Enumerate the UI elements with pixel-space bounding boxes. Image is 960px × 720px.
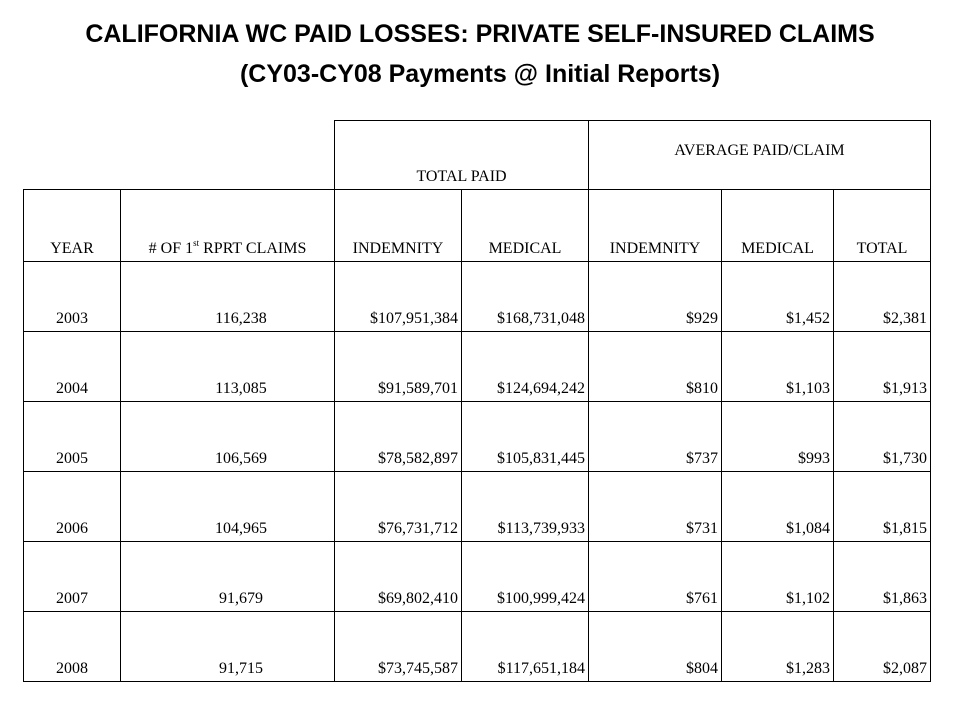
table-row [24,262,931,332]
paid-losses-table [23,120,931,682]
medical-cell: $117,651,184 [462,612,589,682]
table-row [24,542,931,612]
avg-total-cell: $2,087 [834,612,931,682]
avg-total-header: TOTAL [834,190,931,262]
medical-cell: $113,739,933 [462,472,589,542]
avg-medical-cell: $1,103 [722,332,834,402]
avg-indemnity-cell: $929 [589,262,722,332]
avg-indemnity-header: INDEMNITY [589,190,722,262]
table-row [24,472,931,542]
table-row [24,332,931,402]
medical-cell: $105,831,445 [462,402,589,472]
year-cell: 2007 [24,542,121,612]
claims-cell: 106,569 [121,402,335,472]
claims-header: # OF 1st RPRT CLAIMS [121,190,335,262]
year-cell: 2006 [24,472,121,542]
table-row [24,402,931,472]
claims-cell: 113,085 [121,332,335,402]
avg-medical-cell: $1,102 [722,542,834,612]
medical-cell: $124,694,242 [462,332,589,402]
page-subtitle: (CY03-CY08 Payments @ Initial Reports) [239,60,721,88]
avg-indemnity-cell: $731 [589,472,722,542]
indemnity-cell: $107,951,384 [335,262,462,332]
indemnity-cell: $78,582,897 [335,402,462,472]
year-cell: 2008 [24,612,121,682]
table-row [24,612,931,682]
indemnity-header: INDEMNITY [335,190,462,262]
claims-cell: 91,679 [121,542,335,612]
indemnity-cell: $91,589,701 [335,332,462,402]
indemnity-cell: $76,731,712 [335,472,462,542]
year-cell: 2005 [24,402,121,472]
blank-header-cell [24,121,335,190]
indemnity-cell: $73,745,587 [335,612,462,682]
column-header-row [24,190,931,262]
average-paid-header: AVERAGE PAID/CLAIM [589,121,931,190]
avg-total-cell: $1,730 [834,402,931,472]
group-header-row [24,121,931,190]
avg-indemnity-cell: $737 [589,402,722,472]
year-cell: 2003 [24,262,121,332]
avg-total-cell: $1,913 [834,332,931,402]
avg-medical-cell: $993 [722,402,834,472]
year-cell: 2004 [24,332,121,402]
page-title: CALIFORNIA WC PAID LOSSES: PRIVATE SELF-INSURED CLAIMS [85,20,875,48]
indemnity-cell: $69,802,410 [335,542,462,612]
avg-medical-cell: $1,452 [722,262,834,332]
avg-medical-cell: $1,283 [722,612,834,682]
claims-cell: 116,238 [121,262,335,332]
avg-indemnity-cell: $810 [589,332,722,402]
claims-cell: 104,965 [121,472,335,542]
claims-cell: 91,715 [121,612,335,682]
avg-total-cell: $2,381 [834,262,931,332]
medical-cell: $100,999,424 [462,542,589,612]
avg-indemnity-cell: $804 [589,612,722,682]
avg-indemnity-cell: $761 [589,542,722,612]
medical-header: MEDICAL [462,190,589,262]
avg-total-cell: $1,815 [834,472,931,542]
medical-cell: $168,731,048 [462,262,589,332]
avg-medical-header: MEDICAL [722,190,834,262]
year-header: YEAR [24,190,121,262]
avg-total-cell: $1,863 [834,542,931,612]
avg-medical-cell: $1,084 [722,472,834,542]
total-paid-header: TOTAL PAID [335,121,589,190]
